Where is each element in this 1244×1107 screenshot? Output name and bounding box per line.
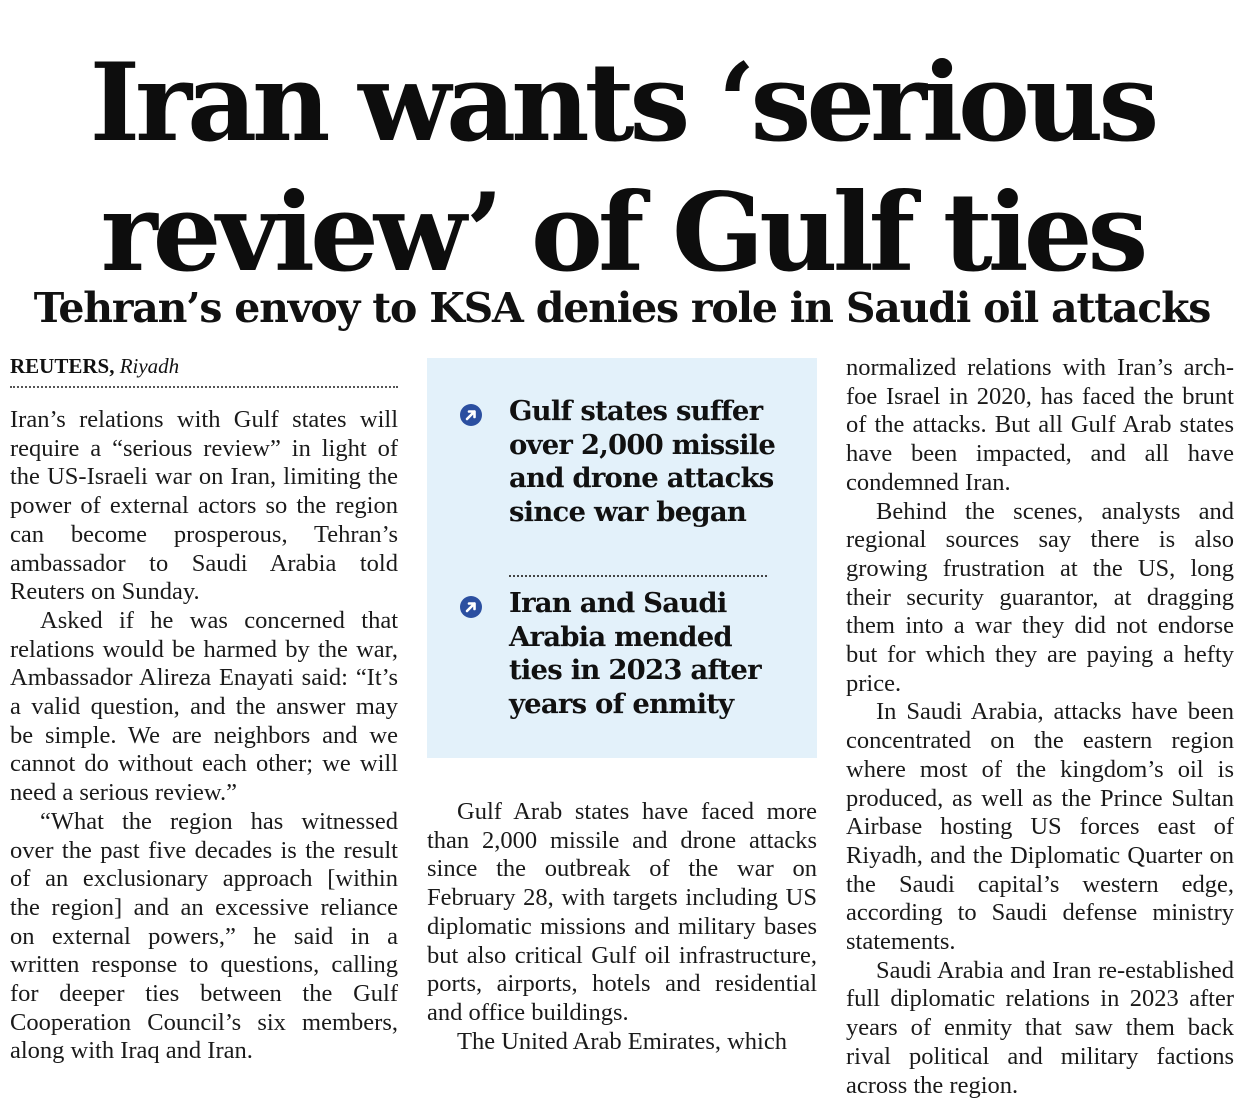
paragraph: “What the region has witnessed over the past five decades is the result of an exclusionary approach [within the region] and an excessive reliance on external powers,” he said in a written response to questions, calling for deeper ties between the Gulf Cooperation Council’s six members, along with Iraq and Iran.	[10, 807, 398, 1065]
paragraph: Gulf Arab states have faced more than 2,000 missile and drone attacks since the outbreak of the war on February 28, with targets including US diplomatic missions and military bases but also critical Gulf oil infrastructure, ports, airports, hotels and residential and office buildings.	[427, 798, 817, 1026]
circle-arrow-icon	[459, 403, 483, 427]
paragraph: Saudi Arabia and Iran re-established full diplomatic relations in 2023 after years of enmity that saw them back rival political and military factions across the region.	[846, 956, 1234, 1099]
byline-agency: REUTERS,	[10, 354, 115, 378]
headline	[0, 38, 1244, 298]
paragraph: Asked if he was concerned that relations would be harmed by the war, Ambassador Alireza Enayati said: “It’s a valid question, and the answer may be simple. We are neighbors and we cannot do without each other; we will need a serious review.”	[10, 606, 398, 807]
paragraph: normalized relations with Iran’s arch-foe Israel in 2020, has faced the brunt of the attacks. But all Gulf Arab states have been impacted, and all have condemned Iran.	[846, 354, 1234, 496]
article-column-3	[846, 354, 1234, 1100]
article-column-2	[427, 798, 817, 1056]
key-point-text: Iran and Saudi Arabia mended ties in 2023 after years of enmity	[509, 587, 761, 720]
byline-place: Riyadh	[119, 354, 180, 378]
divider	[509, 575, 767, 577]
article-column-1	[10, 406, 398, 1066]
key-point-text: Gulf states suffer over 2,000 missile and drone attacks since war began	[509, 395, 776, 528]
byline	[10, 352, 398, 388]
headline-line-2: review’ of Gulf ties	[100, 170, 1144, 296]
key-points-box	[427, 358, 817, 758]
paragraph: The United Arab Emirates, which	[457, 1027, 787, 1055]
paragraph: Iran’s relations with Gulf states will require a “serious review” in light of the US-Israeli war on Iran, limiting the power of external actors so the region can become prosperous, Tehran’s ambassador to Saudi Arabia told Reuters on Sunday.	[10, 406, 398, 606]
paragraph: Behind the scenes, analysts and regional sources say there is also growing frustration at the US, long their security guarantor, at dragging them into a war they did not endorse but for which they are paying a hefty price.	[846, 497, 1234, 697]
paragraph: In Saudi Arabia, attacks have been concentrated on the eastern region where most of the kingdom’s oil is produced, as well as the Prince Sultan Airbase hosting US forces east of Riyadh, and the Diplomatic Quarter on the Saudi capital’s western edge, according to Saudi defense ministry statements.	[846, 698, 1234, 956]
subheadline: Tehran’s envoy to KSA denies role in Saudi oil attacks	[33, 284, 1211, 332]
headline-line-1: Iran wants ‘serious	[89, 40, 1155, 166]
circle-arrow-icon	[459, 595, 483, 619]
